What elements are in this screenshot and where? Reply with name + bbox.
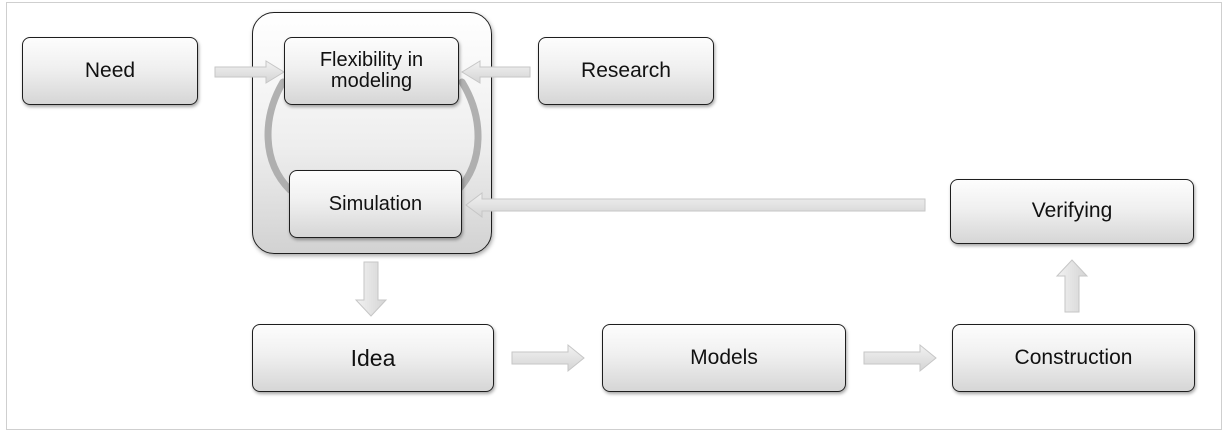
- node-models: [602, 324, 846, 392]
- node-idea: [252, 324, 494, 392]
- node-construction: [952, 324, 1195, 392]
- arrow-construction-to-verifying: [1057, 260, 1087, 312]
- node-simulation-label: Simulation: [328, 192, 423, 215]
- node-construction-label: Construction: [1014, 345, 1133, 369]
- node-flexibility-label: Flexibility in modeling: [319, 49, 424, 92]
- node-need-label: Need: [84, 58, 136, 82]
- arrow-need-to-flexibility: [215, 61, 284, 83]
- node-research: [538, 37, 714, 105]
- node-flexibility-in-modeling: [284, 37, 459, 105]
- arrow-verifying-to-simulation: [466, 193, 925, 217]
- arrow-cycle-to-idea: [356, 262, 386, 316]
- node-research-label: Research: [581, 58, 671, 82]
- arrow-idea-to-models: [512, 345, 584, 371]
- node-need: [22, 37, 198, 105]
- node-models-label: Models: [690, 345, 758, 369]
- node-simulation: [289, 170, 462, 238]
- node-idea-label: Idea: [350, 344, 396, 371]
- node-verifying: [950, 179, 1194, 244]
- node-verifying-label: Verifying: [1031, 199, 1113, 223]
- arrow-research-to-flexibility: [462, 61, 530, 83]
- arrow-models-to-construction: [864, 345, 936, 371]
